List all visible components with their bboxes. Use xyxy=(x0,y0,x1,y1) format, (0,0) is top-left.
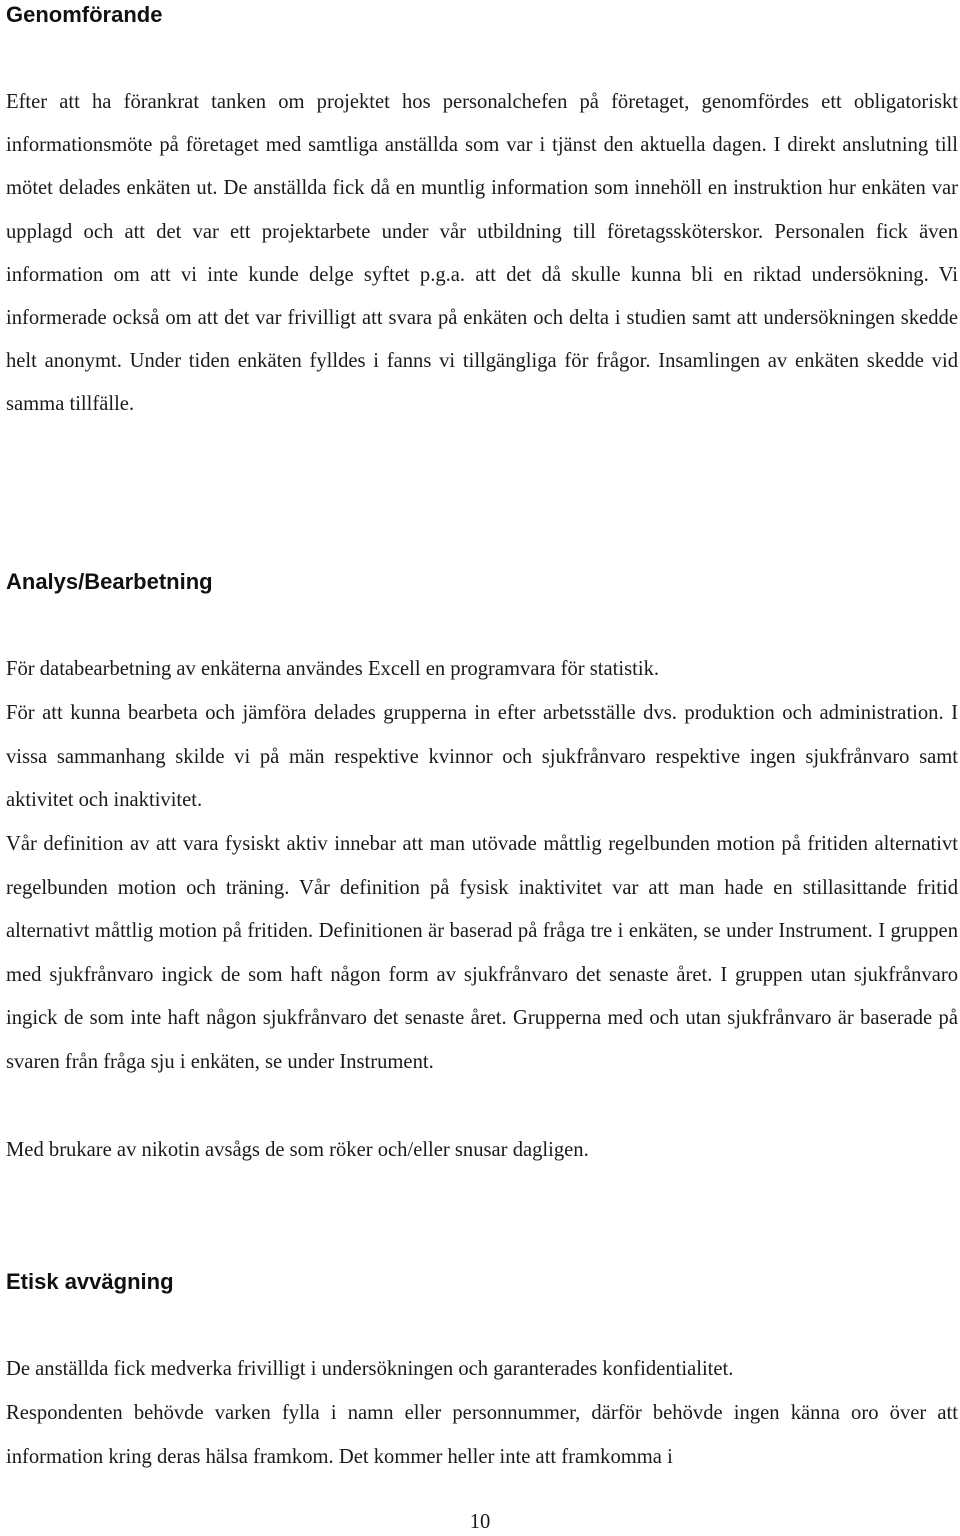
paragraph-definition-fysisk-aktivitet: Vår definition av att vara fysiskt aktiv innebar att man utövade måttlig regelbunden motion på fritiden alternativt regelbunden motion och träning. Vår definition på fysisk inaktivitet var att man hade en stillasittande fritid alternativt måttlig motion på fritiden. Definitionen är baserad på fråga tre i enkäten, se under Instrument. I gruppen med sjukfrånvaro ingick de som haft någon form av sjukfrånvaro det senaste året. I gruppen utan sjukfrånvaro ingick de som inte haft någon sjukfrånvaro det senaste året. Grupperna med och utan sjukfrånvaro är baserade på svaren från fråga sju i enkäten, se under Instrument. xyxy=(6,833,958,1073)
section-heading-etisk-avvagning: Etisk avvägning xyxy=(6,1269,174,1294)
paragraph-grupper: För att kunna bearbeta och jämföra delades grupperna in efter arbetsställe dvs. produktion och administration. I vissa sammanhang skilde vi på män respektive kvinnor och sjukfrånvaro respektive ingen sjukfrånvaro samt aktivitet och inaktivitet. xyxy=(6,702,958,812)
section-heading-analys-bearbetning: Analys/Bearbetning xyxy=(6,569,213,594)
paragraph-nikotin: Med brukare av nikotin avsågs de som röker och/eller snusar dagligen. xyxy=(6,1139,589,1161)
paragraph-frivillig-medverkan: De anställda fick medverka frivilligt i undersökningen och garanterades konfidentialitet. xyxy=(6,1358,734,1380)
page-number: 10 xyxy=(469,1511,491,1533)
paragraph-databearbetning: För databearbetning av enkäterna användes Excell en programvara för statistik. xyxy=(6,658,660,680)
section-heading-genomforande: Genomförande xyxy=(6,2,163,27)
paragraph-respondenten: Respondenten behövde varken fylla i namn eller personnummer, därför behövde ingen känna oro över att information kring deras hälsa framkom. Det kommer heller inte att framkomma i xyxy=(6,1402,958,1468)
paragraph-genomforande: Efter att ha förankrat tanken om projektet hos personalchefen på företaget, genomfördes ett obligatoriskt informationsmöte på företaget med samtliga anställda som var i tjänst den aktuella dagen. I direkt anslutning till mötet delades enkäten ut. De anställda fick då en muntlig information som innehöll en instruktion hur enkäten var upplagd och att det var ett projektarbete under vår utbildning till företagssköterskor. Personalen fick även information om att vi inte kunde delge syftet p.g.a. att det då skulle kunna bli en riktad undersökning. Vi informerade också om att det var frivilligt att svara på enkäten och delta i studien samt att undersökningen skedde helt anonymt. Under tiden enkäten fylldes i fanns vi tillgängliga för frågor. Insamlingen av enkäten skedde vid samma tillfälle. xyxy=(6,91,958,416)
